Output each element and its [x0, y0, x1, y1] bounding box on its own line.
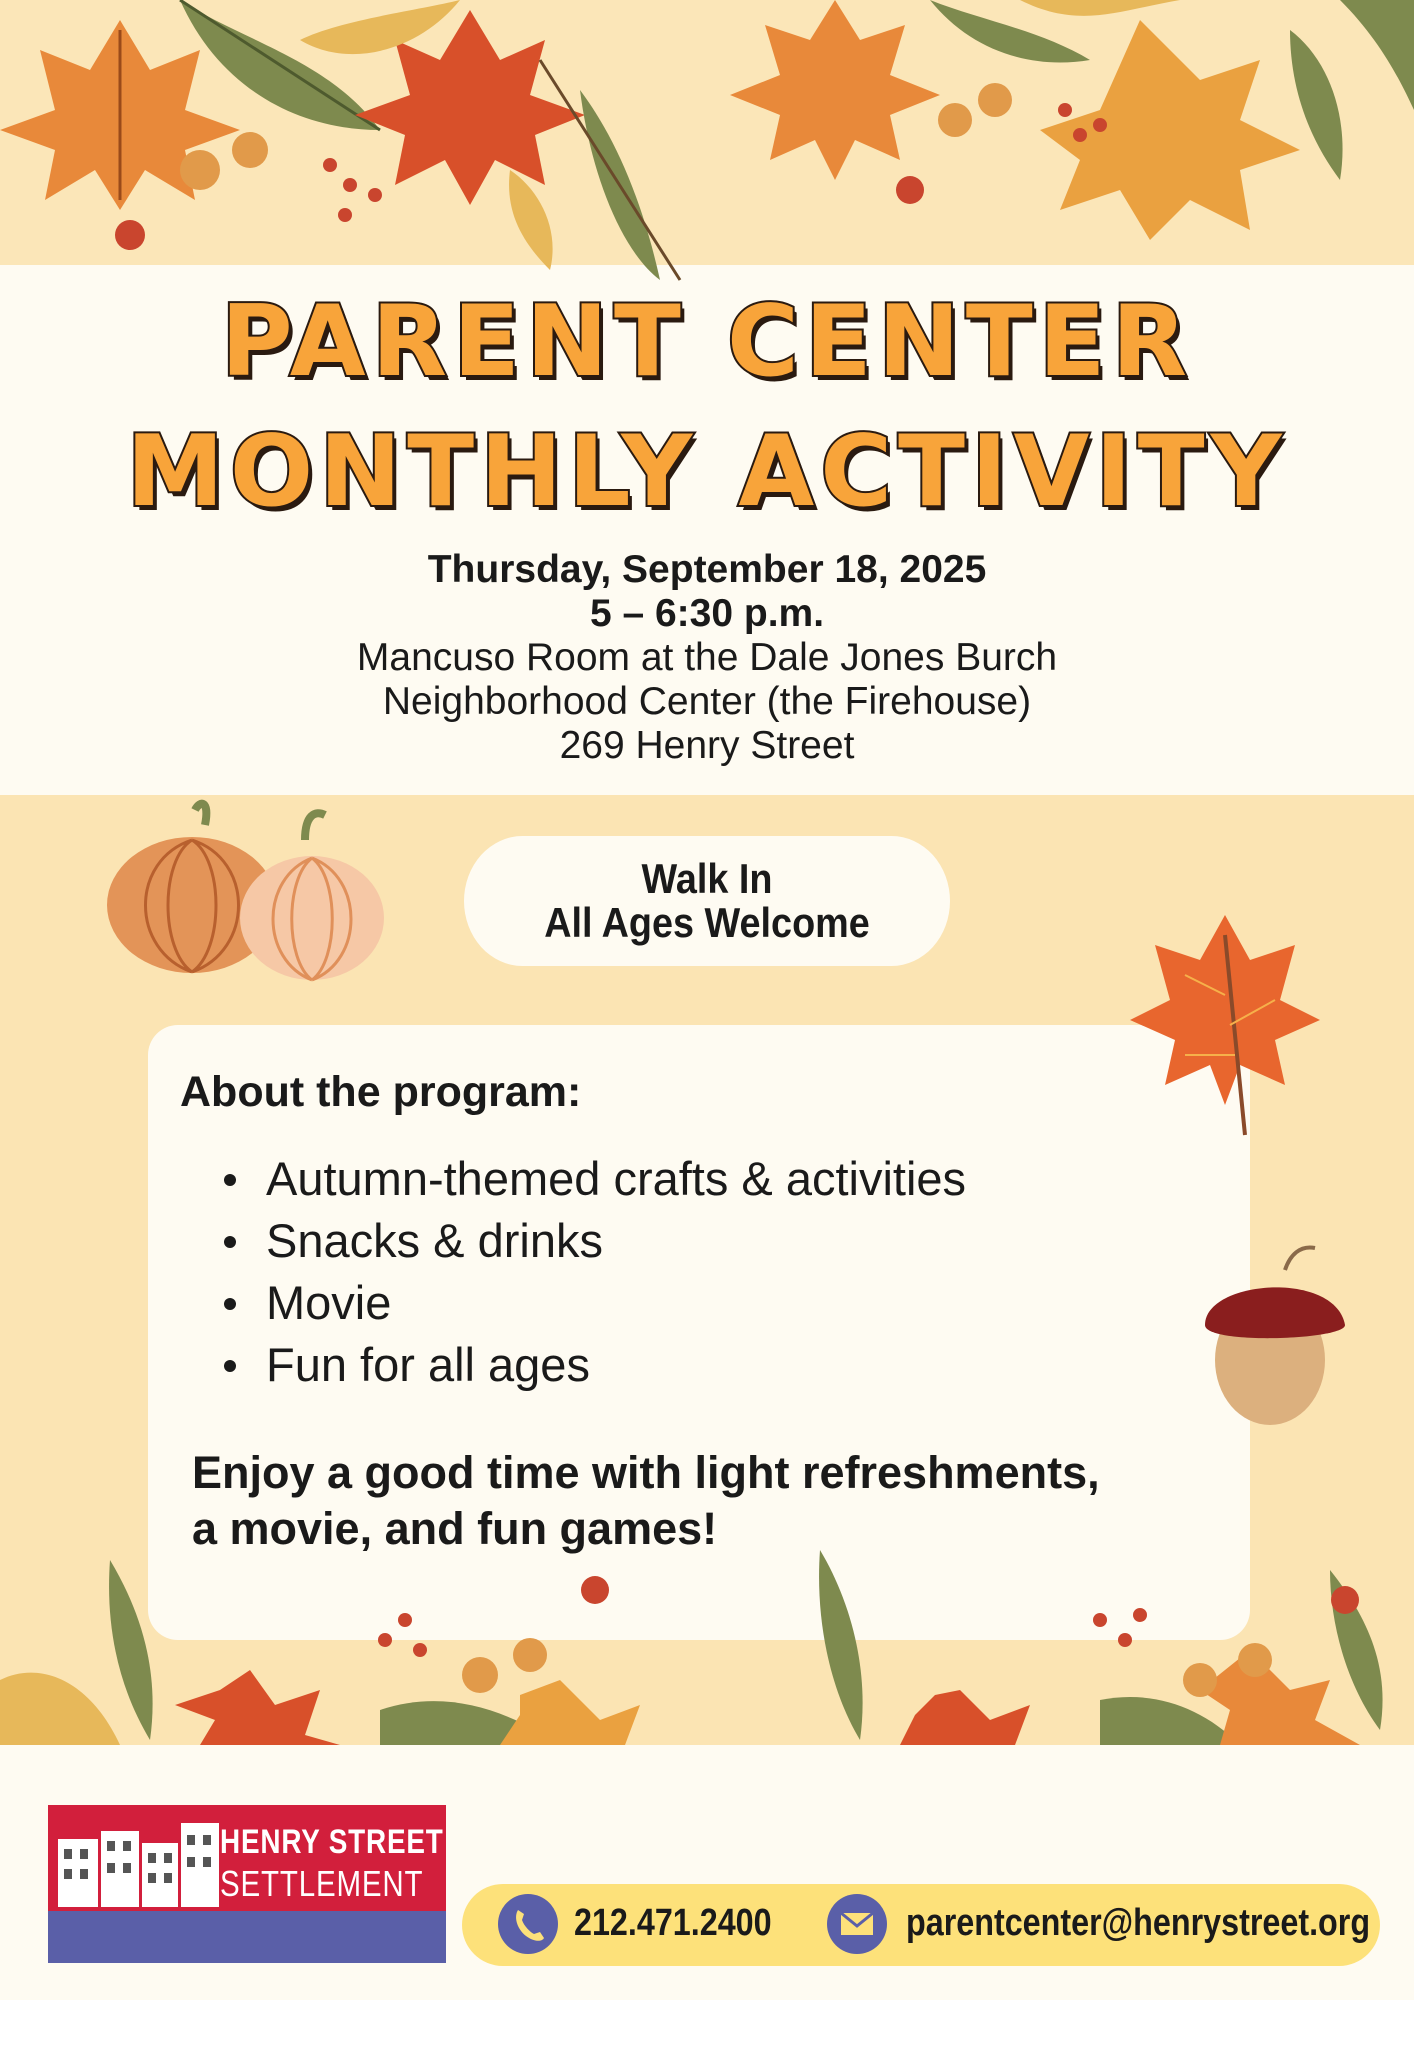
- closing-line-1: Enjoy a good time with light refreshments,: [192, 1447, 1100, 1498]
- closing-line-2: a movie, and fun games!: [192, 1503, 718, 1554]
- maple-leaf-icon: [730, 0, 940, 180]
- pumpkins-illustration: [100, 800, 500, 1000]
- event-address: 269 Henry Street: [559, 724, 855, 767]
- buildings-icon: [56, 1809, 221, 1909]
- walk-in-badge: [464, 836, 950, 966]
- phone-icon: [498, 1894, 558, 1954]
- event-location-line-2: Neighborhood Center (the Firehouse): [382, 680, 1032, 723]
- program-items-list: [220, 1148, 966, 1396]
- contact-email[interactable]: parentcenter@henrystreet.org: [906, 1902, 1371, 1944]
- list-item: Fun for all ages: [220, 1334, 966, 1396]
- logo-name-line-1: HENRY STREET: [220, 1823, 444, 1861]
- contact-phone[interactable]: 212.471.2400: [574, 1902, 772, 1944]
- envelope-icon: [827, 1894, 887, 1954]
- badge-line-1: Walk In: [641, 854, 773, 902]
- list-item: Snacks & drinks: [220, 1210, 966, 1272]
- bottom-autumn-leaves-illustration: [0, 1530, 1414, 1750]
- pumpkin-icon: [240, 813, 384, 980]
- list-item: Movie: [220, 1272, 966, 1334]
- logo-blue-block: [48, 1911, 446, 2062]
- event-date: Thursday, September 18, 2025: [427, 548, 987, 591]
- logo-department: The Parent Center: [60, 2024, 298, 2062]
- acorn-icon: [1195, 1240, 1355, 1440]
- top-autumn-leaves-illustration: [0, 0, 1414, 300]
- henry-street-settlement-logo: [48, 1805, 446, 2062]
- title-line-2: MONTHLY ACTIVITY: [126, 415, 1288, 529]
- badge-line-2: All Ages Welcome: [544, 899, 870, 946]
- maple-leaf-icon: [1125, 905, 1325, 1145]
- event-location-line-1: Mancuso Room at the Dale Jones Burch: [356, 636, 1058, 679]
- event-time: 5 – 6:30 p.m.: [589, 592, 825, 635]
- logo-name-line-2: SETTLEMENT: [220, 1863, 424, 1904]
- contact-bar: [462, 1884, 1380, 1966]
- program-heading: About the program:: [180, 1068, 582, 1116]
- list-item: Autumn-themed crafts & activities: [220, 1148, 966, 1210]
- logo-red-block: [48, 1805, 446, 1911]
- title-line-1: PARENT CENTER: [220, 285, 1194, 399]
